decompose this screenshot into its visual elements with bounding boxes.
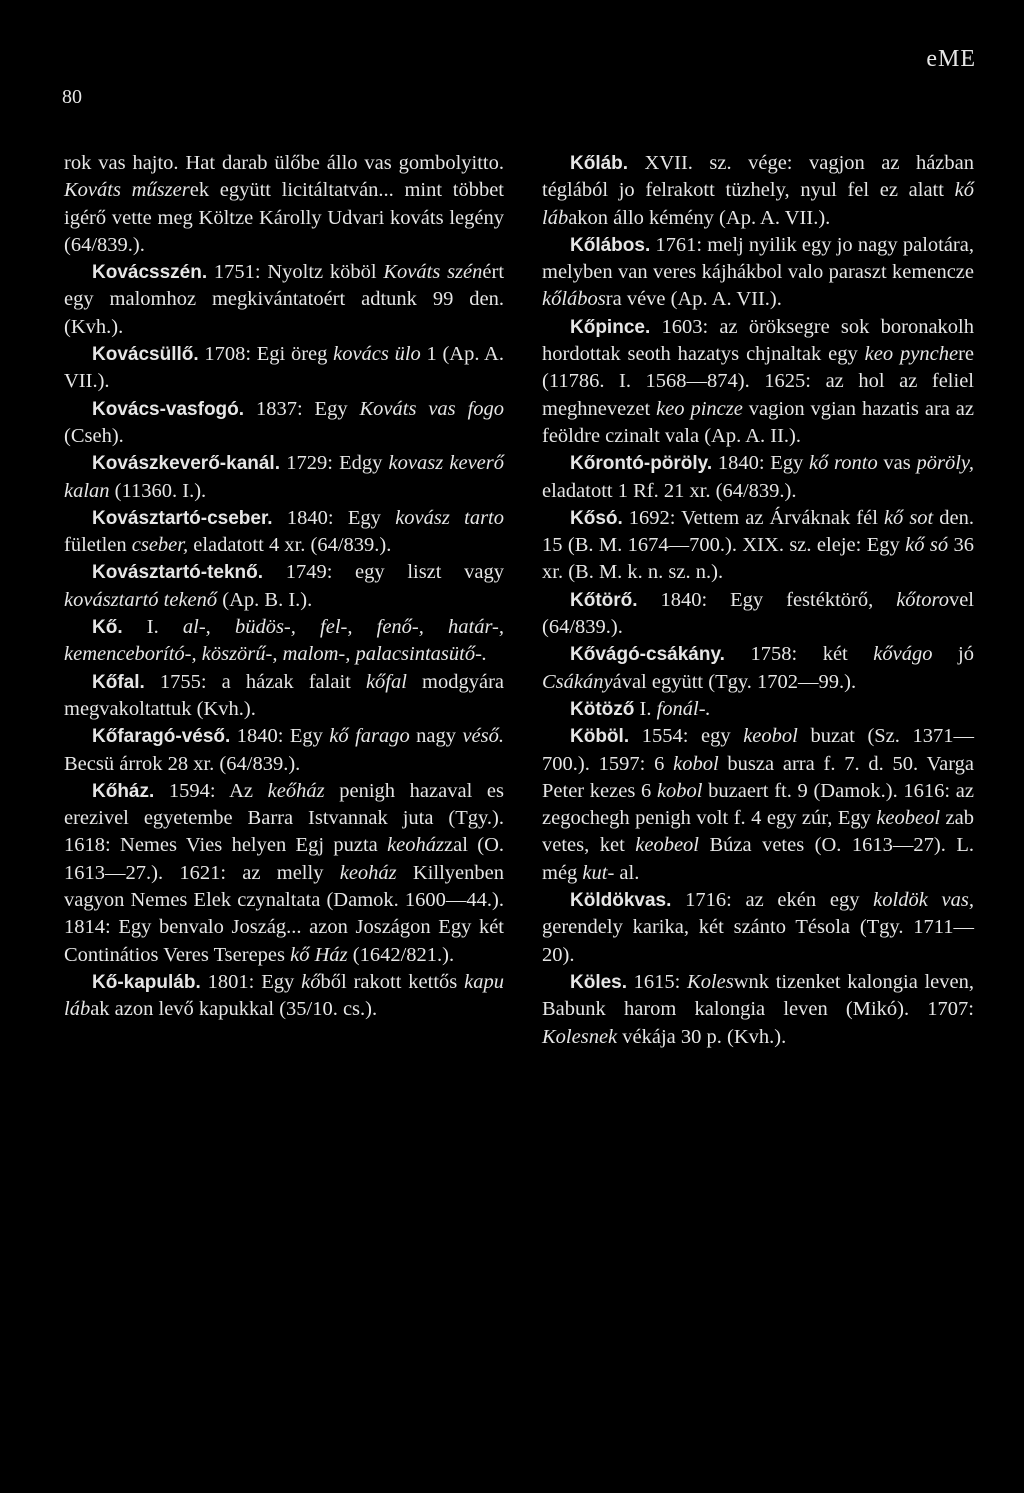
entry-italic-text: kővágo (873, 643, 933, 666)
entry-headword: Kovács-vasfogó. (92, 398, 245, 420)
entry-italic-text: kőfal (365, 670, 407, 693)
entry-headword: Kőláb. (570, 153, 629, 174)
entry-italic-text: Kováts vas fogo (359, 397, 505, 420)
entry-italic-text: keoház (387, 834, 445, 857)
entry-headword: Kovásztartó-teknő. (92, 562, 264, 584)
entry-italic-text: kő láb (542, 179, 974, 229)
entry-text: penigh hazaval es erezivel egyetembe Barra Istvannak juta (Tgy.). 1618: Nemes Vies helyen Egj puzta (64, 779, 504, 857)
entry-italic-text: fonál-. (656, 697, 711, 720)
entry-text: 1801: Egy (200, 970, 302, 993)
entry-text: rok vas hajto. Hat darab ülőbe állo vas gombolyitto. (64, 152, 504, 174)
dictionary-entry (64, 259, 504, 341)
entry-italic-text: kapu láb (64, 970, 504, 1021)
entry-italic-text: kovásztartó tekenő (64, 588, 218, 611)
entry-headword: Köles. (570, 971, 628, 993)
entry-headword: Kőfaragó-véső. (92, 726, 231, 748)
entry-headword: Kötöző (570, 698, 635, 720)
entry-italic-text: kut- (582, 861, 615, 884)
entry-headword: Kő. (92, 617, 123, 639)
entry-italic-text: keo pynche (864, 343, 959, 366)
entry-text: gerendely karika, két szánto Tésola (Tgy. 1711—20). (542, 916, 974, 966)
dictionary-entry (542, 887, 974, 969)
running-head: eME (926, 46, 976, 72)
entry-text: Becsü árrok 28 xr. (64/839.). (64, 752, 301, 775)
entry-italic-text: Kováts szén (383, 261, 483, 284)
entry-italic-text: koldök vas, (873, 889, 974, 912)
entry-italic-text: keőház (267, 779, 325, 802)
entry-text: (Cseh). (64, 424, 124, 447)
entry-text: (1642/821.). (347, 943, 455, 966)
entry-text: 1603: az öröksegre sok boronakolh hordottak seoth hazatys chjnaltak egy (542, 315, 974, 366)
entry-italic-text: cseber, (131, 534, 189, 557)
dictionary-entry (542, 314, 974, 450)
entry-text: akon állo kémény (Ap. A. VII.). (568, 206, 831, 229)
entry-text: 1554: egy (629, 725, 744, 748)
entry-headword: Kovászkeverő-kanál. (92, 453, 280, 475)
entry-text: 1837: Egy (244, 397, 360, 420)
entry-italic-text: kő só (905, 534, 949, 557)
entry-italic-text: keobeol (635, 834, 699, 857)
entry-headword: Kőrontó-pöröly. (570, 453, 713, 475)
entry-italic-text: kobol (656, 779, 703, 802)
entry-headword: Kővágó-csákány. (570, 644, 725, 666)
entry-headword: Kovácsüllő. (92, 344, 199, 366)
entry-text: 1749: egy liszt vagy (263, 561, 504, 584)
entry-italic-text: keo pincze (656, 397, 743, 420)
entry-headword: Köböl. (570, 726, 630, 748)
entry-italic-text: kovács ülo (333, 343, 421, 366)
entry-text: ak azon levő kapukkal (35/10. cs.). (90, 998, 378, 1021)
entry-text: 1716: az ekén egy (671, 889, 874, 912)
entry-italic-text: keobol (743, 725, 798, 748)
dictionary-entry (64, 614, 504, 669)
entry-text: XVII. sz. vége: vagjon az házban téglából jo felrakott tüzhely, nyul fel ez alatt (542, 152, 974, 202)
dictionary-entry (542, 696, 974, 723)
entry-text: (Ap. B. I.). (217, 588, 313, 611)
entry-text: 1840: Egy festéktörő, (637, 588, 897, 611)
entry-text: eladatott 1 Rf. 21 xr. (64/839.). (542, 479, 797, 502)
entry-text: Killyenben vagyon Nemes Elek czynaltata (Damok. 1600—44.). 1814: Egy benvalo Joszág... azon Joszágon Egy két Continátios Veres Tserepes (64, 861, 505, 966)
dictionary-entry (64, 396, 504, 451)
entry-text: busza arra f. 7. d. 50. Varga Peter kezes 6 (542, 752, 975, 802)
entry-headword: Kőlábos. (570, 234, 651, 256)
entry-text: 1751: Nyoltz köböl (207, 261, 384, 284)
entry-italic-text: kovász tarto (395, 506, 505, 529)
entry-italic-text: keobeol (876, 807, 941, 830)
entry-text: 1758: két (724, 643, 874, 666)
entry-text: jó (932, 643, 974, 666)
page-number: 80 (62, 86, 82, 108)
entry-italic-text: kobol (673, 752, 719, 775)
entry-text: 1708: Egi öreg (198, 343, 334, 366)
entry-text: ával együtt (Tgy. 1702—99.). (612, 670, 857, 693)
entry-text: wnk tizenket kalongia leven, Babunk harom kalongia leven (Mikó). 1707: (542, 970, 975, 1021)
entry-text: vagion vgian hazatis ara az feöldre czinalt vala (Ap. A. II.). (542, 397, 974, 447)
entry-italic-text: kő farago (329, 725, 410, 748)
entry-text: 1840: Egy (230, 725, 330, 748)
entry-italic-text: kő ronto (808, 452, 878, 475)
entry-text: buzaert ft. 9 (Damok.). 1616: az zegochegh penigh volt f. 4 egy zúr, Egy (542, 779, 974, 830)
entry-text: nagy (409, 725, 463, 748)
entry-text: buzat (Sz. 1371—700.). 1597: 6 (542, 725, 974, 775)
entry-italic-text: kőtoro (896, 588, 949, 611)
entry-italic-text: kő (301, 970, 321, 993)
entry-italic-text: kovasz keverő kalan (64, 452, 504, 502)
entry-italic-text: Koles (687, 970, 734, 993)
entry-italic-text: kőlábos (542, 288, 606, 311)
entry-text: 1 (Ap. A. VII.). (64, 343, 504, 393)
entry-text: re (11786. I. 1568—874). 1625: az hol az feliel meghnevezet (542, 343, 974, 420)
dictionary-entry (542, 505, 974, 587)
entry-text: 1615: (627, 970, 688, 993)
dictionary-entry (64, 505, 504, 560)
entry-italic-text: Kolesnek (542, 1025, 618, 1048)
entry-italic-text: kő Ház (290, 943, 348, 966)
dictionary-entry (64, 778, 504, 969)
entry-text: I. (122, 616, 183, 639)
entry-text: ek együtt licitáltatván... mint többet igérő vette meg Költze Károlly Udvari kováts legény (64/839.). (64, 179, 504, 256)
entry-text: ra véve (Ap. A. VII.). (605, 288, 782, 311)
entry-italic-text: keoház (339, 861, 397, 884)
entry-italic-text: kő sot (883, 506, 934, 529)
entry-text: den. 15 (B. M. 1674—700.). XIX. sz. eleje: Egy (542, 506, 974, 557)
entry-headword: Kősó. (570, 507, 623, 529)
entry-text: Búza vetes (O. 1613—27). L. még (542, 834, 974, 884)
right-column (542, 150, 974, 1051)
left-column (64, 150, 504, 1024)
dictionary-entry (64, 723, 504, 778)
entry-italic-text: Csákány (542, 670, 613, 693)
dictionary-entry (542, 150, 974, 232)
entry-text: zal (O. 1613—27.). 1621: az melly (64, 834, 504, 884)
entry-text: modgyára megvakoltattuk (Kvh.). (64, 670, 504, 720)
dictionary-entry (542, 641, 974, 696)
entry-text: 1692: Vettem az Árváknak fél (622, 506, 884, 529)
entry-headword: Kőház. (92, 780, 155, 802)
entry-text: vékája 30 p. (Kvh.). (617, 1025, 787, 1048)
entry-text: vel (64/839.). (542, 588, 974, 639)
entry-headword: Kőpince. (570, 316, 651, 338)
entry-text: ért egy malomhoz megkivántatoért adtunk 99 den. (Kvh.). (64, 261, 505, 338)
entry-headword: Kő-kapuláb. (92, 971, 201, 993)
entry-text: al. (614, 861, 640, 884)
entry-headword: Kovácsszén. (92, 262, 208, 284)
dictionary-entry (64, 559, 504, 614)
entry-italic-text: véső. (462, 725, 504, 748)
entry-text: ből rakott kettős (320, 970, 465, 993)
entry-headword: Kőtörő. (570, 589, 638, 611)
entry-text: 1729: Edgy (280, 452, 389, 475)
entry-text: zab vetes, ket (542, 807, 974, 857)
dictionary-entry (542, 450, 974, 505)
dictionary-entry (542, 232, 974, 314)
entry-text: 1594: Az (154, 779, 268, 802)
entry-headword: Kovásztartó-cseber. (92, 507, 273, 529)
dictionary-entry (64, 450, 504, 505)
entry-italic-text: pöröly, (916, 452, 975, 475)
entry-text: 1840: Egy (712, 452, 809, 475)
entry-text: 36 xr. (B. M. k. n. sz. n.). (542, 534, 975, 584)
entry-text: 1755: a házak falait (144, 670, 366, 693)
entry-text: 1840: Egy (272, 506, 396, 529)
entry-italic-text: Kováts műszer (64, 179, 190, 202)
entry-text: 1761: melj nyilik egy jo nagy palotára, melyben van veres kájhákbol valo paraszt kemencze (542, 233, 974, 284)
entry-text: fületlen (64, 534, 132, 557)
dictionary-entry (64, 341, 504, 396)
dictionary-entry (64, 969, 504, 1024)
dictionary-entry (542, 723, 974, 887)
entry-text: I. (634, 697, 657, 720)
dictionary-entry (542, 969, 974, 1051)
entry-headword: Köldökvas. (570, 890, 672, 912)
entry-italic-text: al-, büdös-, fel-, fenő-, határ-, kemenceborító-, köszörű-, malom-, palacsintasütő-. (64, 616, 505, 666)
dictionary-entry (64, 669, 504, 724)
dictionary-entry (542, 587, 974, 642)
dictionary-entry (64, 150, 504, 259)
entry-text: eladatott 4 xr. (64/839.). (188, 534, 392, 557)
entry-text: (11360. I.). (109, 479, 207, 502)
entry-headword: Kőfal. (92, 671, 145, 693)
entry-text: vas (877, 452, 917, 475)
